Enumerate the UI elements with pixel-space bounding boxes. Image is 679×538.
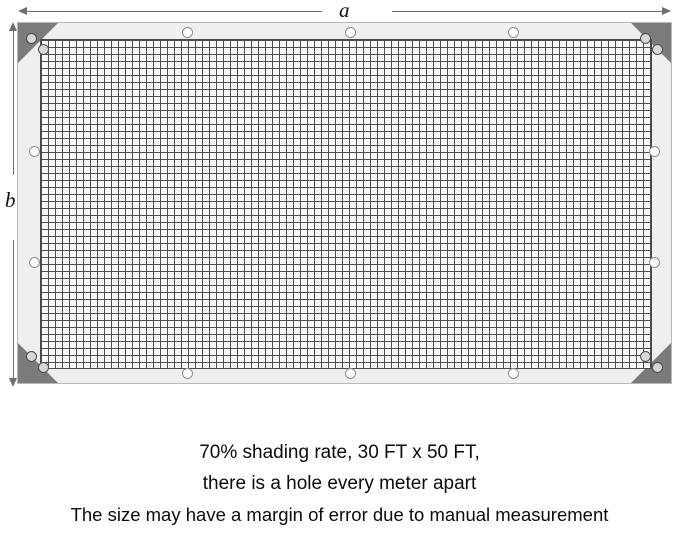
grommet-ring-icon xyxy=(182,27,193,38)
width-dimension-arrow-right xyxy=(662,7,671,15)
grommet-ring-icon xyxy=(649,257,660,268)
grommet-ring-icon xyxy=(345,27,356,38)
height-dimension-arrow-bottom xyxy=(9,378,17,387)
mesh-fabric-icon xyxy=(40,39,652,369)
width-dimension-line-left xyxy=(22,11,322,12)
caption-block xyxy=(0,437,679,530)
grommet-ring-icon xyxy=(38,362,49,373)
grommet-ring-icon xyxy=(38,44,49,55)
height-dimension-line-top xyxy=(13,30,14,175)
width-dimension-arrow-left xyxy=(18,7,27,15)
shade-cloth-panel xyxy=(17,22,672,384)
grommet-ring-icon xyxy=(640,33,651,44)
grommet-ring-icon xyxy=(29,257,40,268)
grommet-ring-icon xyxy=(508,368,519,379)
grommet-ring-icon xyxy=(29,146,40,157)
grommet-ring-icon xyxy=(26,351,37,362)
caption-line-2: there is a hole every meter apart xyxy=(202,473,477,494)
grommet-ring-icon xyxy=(640,351,651,362)
height-dimension-arrow-top xyxy=(9,22,17,31)
height-dimension-label: b xyxy=(5,188,16,212)
grommet-ring-icon xyxy=(652,44,663,55)
caption-line-3: The size may have a margin of error due to manual measurement xyxy=(70,504,609,525)
grommet-ring-icon xyxy=(345,368,356,379)
caption-line-1: 70% shading rate, 30 FT x 50 FT, xyxy=(199,442,480,463)
height-dimension-line-bottom xyxy=(13,240,14,385)
grommet-ring-icon xyxy=(26,33,37,44)
width-dimension-label: a xyxy=(339,0,350,22)
grommet-ring-icon xyxy=(649,146,660,157)
grommet-ring-icon xyxy=(652,362,663,373)
width-dimension-line-right xyxy=(392,11,668,12)
grommet-ring-icon xyxy=(508,27,519,38)
grommet-ring-icon xyxy=(182,368,193,379)
